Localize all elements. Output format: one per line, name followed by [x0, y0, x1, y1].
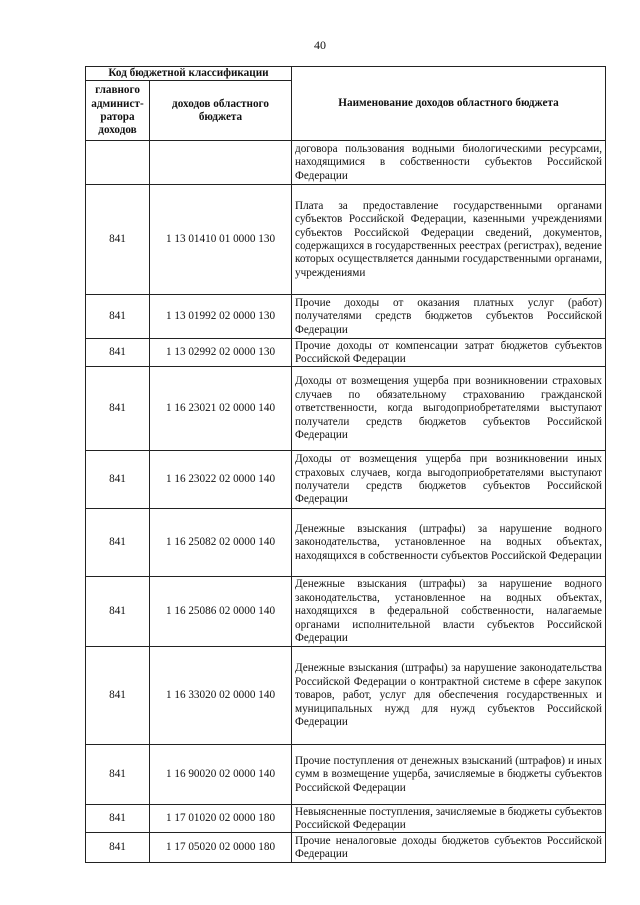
table-row: [86, 295, 606, 339]
table-row: [86, 833, 606, 863]
revenue-code-cell: 1 13 01410 01 0000 130: [150, 185, 292, 295]
revenue-code-cell: 1 17 05020 02 0000 180: [150, 833, 292, 863]
revenue-code-cell: 1 17 01020 02 0000 180: [150, 805, 292, 833]
revenue-name-cell: Прочие поступления от денежных взысканий (штрафов) и иных сумм в возмещение ущерба, зачисляемые в бюджеты субъектов Российской Федерации: [292, 745, 606, 805]
admin-code-cell: 841: [86, 647, 150, 745]
revenue-code-cell: 1 16 25086 02 0000 140: [150, 577, 292, 647]
header-name: Наименование доходов областного бюджета: [292, 67, 606, 141]
table-row: [86, 745, 606, 805]
admin-code-cell: 841: [86, 185, 150, 295]
header-code-group: Код бюджетной классификации: [86, 67, 292, 81]
revenue-name-cell: Денежные взыскания (штрафы) за нарушение водного законодательства, установленное на водных объектах, находящихся в федеральной собственности, налагаемые органами исполнительной власти субъектов Российской Федерации: [292, 577, 606, 647]
revenue-name-cell: Денежные взыскания (штрафы) за нарушение водного законодательства, установленное на водных объектах, находящихся в собственности субъектов Российской Федерации: [292, 509, 606, 577]
table-row: [86, 509, 606, 577]
revenue-name-cell: Прочие доходы от компенсации затрат бюджетов субъектов Российской Федерации: [292, 339, 606, 367]
table-row: [86, 339, 606, 367]
revenue-code-cell: 1 16 25082 02 0000 140: [150, 509, 292, 577]
budget-classification-table: [85, 66, 606, 863]
revenue-name-cell: Денежные взыскания (штрафы) за нарушение законодательства Российской Федерации о контрактной системе в сфере закупок товаров, работ, услуг для обеспечения государственных и муниципальных нужд для нужд субъектов Российской Федерации: [292, 647, 606, 745]
revenue-name-cell: Плата за предоставление государственными органами субъектов Российской Федерации, казенными учреждениями субъектов Российской Федерации сведений, документов, содержащихся в государственных реестрах (регистрах), ведение которых осуществляется данными государственными органами, учреждениями: [292, 185, 606, 295]
revenue-code-cell: 1 16 23021 02 0000 140: [150, 367, 292, 451]
table-row: [86, 141, 606, 185]
admin-code-cell: 841: [86, 805, 150, 833]
revenue-code-cell: 1 16 33020 02 0000 140: [150, 647, 292, 745]
table-row: [86, 367, 606, 451]
revenue-code-cell: 1 13 01992 02 0000 130: [150, 295, 292, 339]
revenue-name-cell: Прочие доходы от оказания платных услуг (работ) получателями средств бюджетов субъектов Российской Федерации: [292, 295, 606, 339]
revenue-name-cell: Доходы от возмещения ущерба при возникновении страховых случаев по обязательному страхованию гражданской ответственности, когда выгодоприобретателями выступают получатели средств бюджетов субъектов Российской Федерации: [292, 367, 606, 451]
table-row: [86, 805, 606, 833]
revenue-code-cell: [150, 141, 292, 185]
table-row: [86, 577, 606, 647]
header-revenue-code: доходов областного бюджета: [150, 81, 292, 141]
admin-code-cell: 841: [86, 295, 150, 339]
revenue-code-cell: 1 13 02992 02 0000 130: [150, 339, 292, 367]
admin-code-cell: [86, 141, 150, 185]
table-row: [86, 451, 606, 509]
revenue-name-cell: Невыясненные поступления, зачисляемые в бюджеты субъектов Российской Федерации: [292, 805, 606, 833]
revenue-name-cell: договора пользования водными биологическими ресурсами, находящимися в собственности субъектов Российской Федерации: [292, 141, 606, 185]
revenue-name-cell: Прочие неналоговые доходы бюджетов субъектов Российской Федерации: [292, 833, 606, 863]
table-row: [86, 647, 606, 745]
admin-code-cell: 841: [86, 451, 150, 509]
revenue-code-cell: 1 16 23022 02 0000 140: [150, 451, 292, 509]
admin-code-cell: 841: [86, 577, 150, 647]
table-row: [86, 185, 606, 295]
revenue-name-cell: Доходы от возмещения ущерба при возникновении иных страховых случаев, когда выгодоприобретателями выступают получатели средств бюджетов субъектов Российской Федерации: [292, 451, 606, 509]
admin-code-cell: 841: [86, 833, 150, 863]
page-number: 40: [314, 38, 326, 52]
admin-code-cell: 841: [86, 745, 150, 805]
admin-code-cell: 841: [86, 367, 150, 451]
admin-code-cell: 841: [86, 509, 150, 577]
header-admin-code: главного админист-ратора доходов: [86, 81, 150, 141]
admin-code-cell: 841: [86, 339, 150, 367]
revenue-code-cell: 1 16 90020 02 0000 140: [150, 745, 292, 805]
